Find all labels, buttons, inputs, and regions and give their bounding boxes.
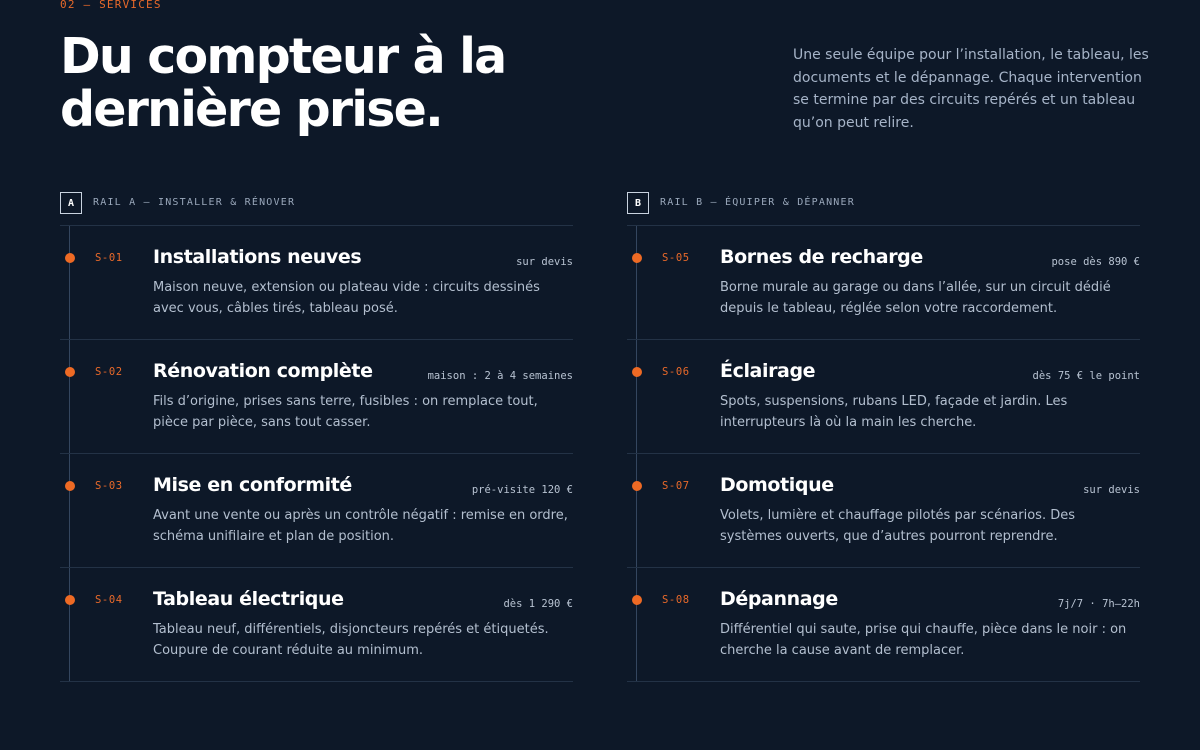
timeline-dot-icon: [65, 595, 75, 605]
timeline-dot-icon: [632, 481, 642, 491]
service-description: Avant une vente ou après un contrôle négatif : remise en ordre, schéma unifilaire et plan de position.: [153, 508, 568, 544]
service-code: S-07: [662, 480, 690, 492]
timeline-dot-icon: [65, 253, 75, 263]
service-item-s04[interactable]: [60, 568, 573, 682]
service-title: Tableau électrique: [153, 588, 344, 610]
service-description: Différentiel qui saute, prise qui chauffe, pièce dans le noir : on cherche la cause avant de remplacer.: [720, 622, 1127, 658]
service-code: S-05: [662, 252, 690, 264]
rail-a-header: [60, 192, 573, 226]
service-description: Volets, lumière et chauffage pilotés par scénarios. Des systèmes ouverts, que d’autres pourront reprendre.: [720, 508, 1075, 544]
rail-a-badge: A: [60, 192, 82, 214]
rail-b-badge: B: [627, 192, 649, 214]
service-item-s07[interactable]: [627, 454, 1140, 568]
service-price: dès 1 290 €: [503, 598, 573, 610]
section-intro: Une seule équipe pour l’installation, le tableau, les documents et le dépannage. Chaque intervention se termine par des circuits repérés et un tableau qu’on peut relire.: [793, 47, 1149, 132]
service-price: dès 75 € le point: [1032, 370, 1140, 382]
service-item-s02[interactable]: [60, 340, 573, 454]
service-code: S-06: [662, 366, 690, 378]
service-price: sur devis: [1083, 484, 1140, 496]
service-title: Installations neuves: [153, 246, 362, 268]
service-title: Bornes de recharge: [720, 246, 923, 268]
rail-a: [60, 192, 573, 682]
rail-b-title: RAIL B — ÉQUIPER & DÉPANNER: [660, 197, 855, 208]
rail-a-list: [60, 226, 573, 682]
rail-a-title: RAIL A — INSTALLER & RÉNOVER: [93, 197, 296, 208]
service-price: 7j/7 · 7h–22h: [1057, 598, 1140, 610]
service-code: S-08: [662, 594, 690, 606]
service-title: Rénovation complète: [153, 360, 373, 382]
rail-b-header: [627, 192, 1140, 226]
service-item-s08[interactable]: [627, 568, 1140, 682]
service-description: Borne murale au garage ou dans l’allée, sur un circuit dédié depuis le tableau, réglée selon votre raccordement.: [720, 280, 1111, 316]
section-eyebrow: 02 — SERVICES: [60, 0, 162, 11]
rail-b-list: [627, 226, 1140, 682]
service-price: maison : 2 à 4 semaines: [427, 370, 573, 382]
service-price: pose dès 890 €: [1051, 256, 1140, 268]
timeline-dot-icon: [65, 367, 75, 377]
service-title: Domotique: [720, 474, 834, 496]
service-description: Maison neuve, extension ou plateau vide : circuits dessinés avec vous, câbles tirés, tableau posé.: [153, 280, 540, 316]
service-description: Fils d’origine, prises sans terre, fusibles : on remplace tout, pièce par pièce, sans tout casser.: [153, 394, 538, 430]
service-code: S-02: [95, 366, 123, 378]
service-title: Mise en conformité: [153, 474, 352, 496]
timeline-dot-icon: [632, 367, 642, 377]
service-item-s01[interactable]: [60, 226, 573, 340]
timeline-dot-icon: [65, 481, 75, 491]
service-code: S-03: [95, 480, 123, 492]
rail-b: [627, 192, 1140, 682]
timeline-dot-icon: [632, 595, 642, 605]
service-description: Spots, suspensions, rubans LED, façade et jardin. Les interrupteurs là où la main les cherche.: [720, 394, 1068, 430]
service-code: S-01: [95, 252, 123, 264]
timeline-dot-icon: [632, 253, 642, 263]
service-item-s06[interactable]: [627, 340, 1140, 454]
service-title: Dépannage: [720, 588, 838, 610]
section-headline: Du compteur à la dernière prise.: [60, 28, 506, 138]
service-item-s03[interactable]: [60, 454, 573, 568]
service-item-s05[interactable]: [627, 226, 1140, 340]
service-description: Tableau neuf, différentiels, disjoncteurs repérés et étiquetés. Coupure de courant réduite au minimum.: [153, 622, 549, 658]
service-price: pré-visite 120 €: [471, 484, 573, 496]
service-title: Éclairage: [720, 360, 816, 382]
service-price: sur devis: [516, 256, 573, 268]
service-code: S-04: [95, 594, 123, 606]
